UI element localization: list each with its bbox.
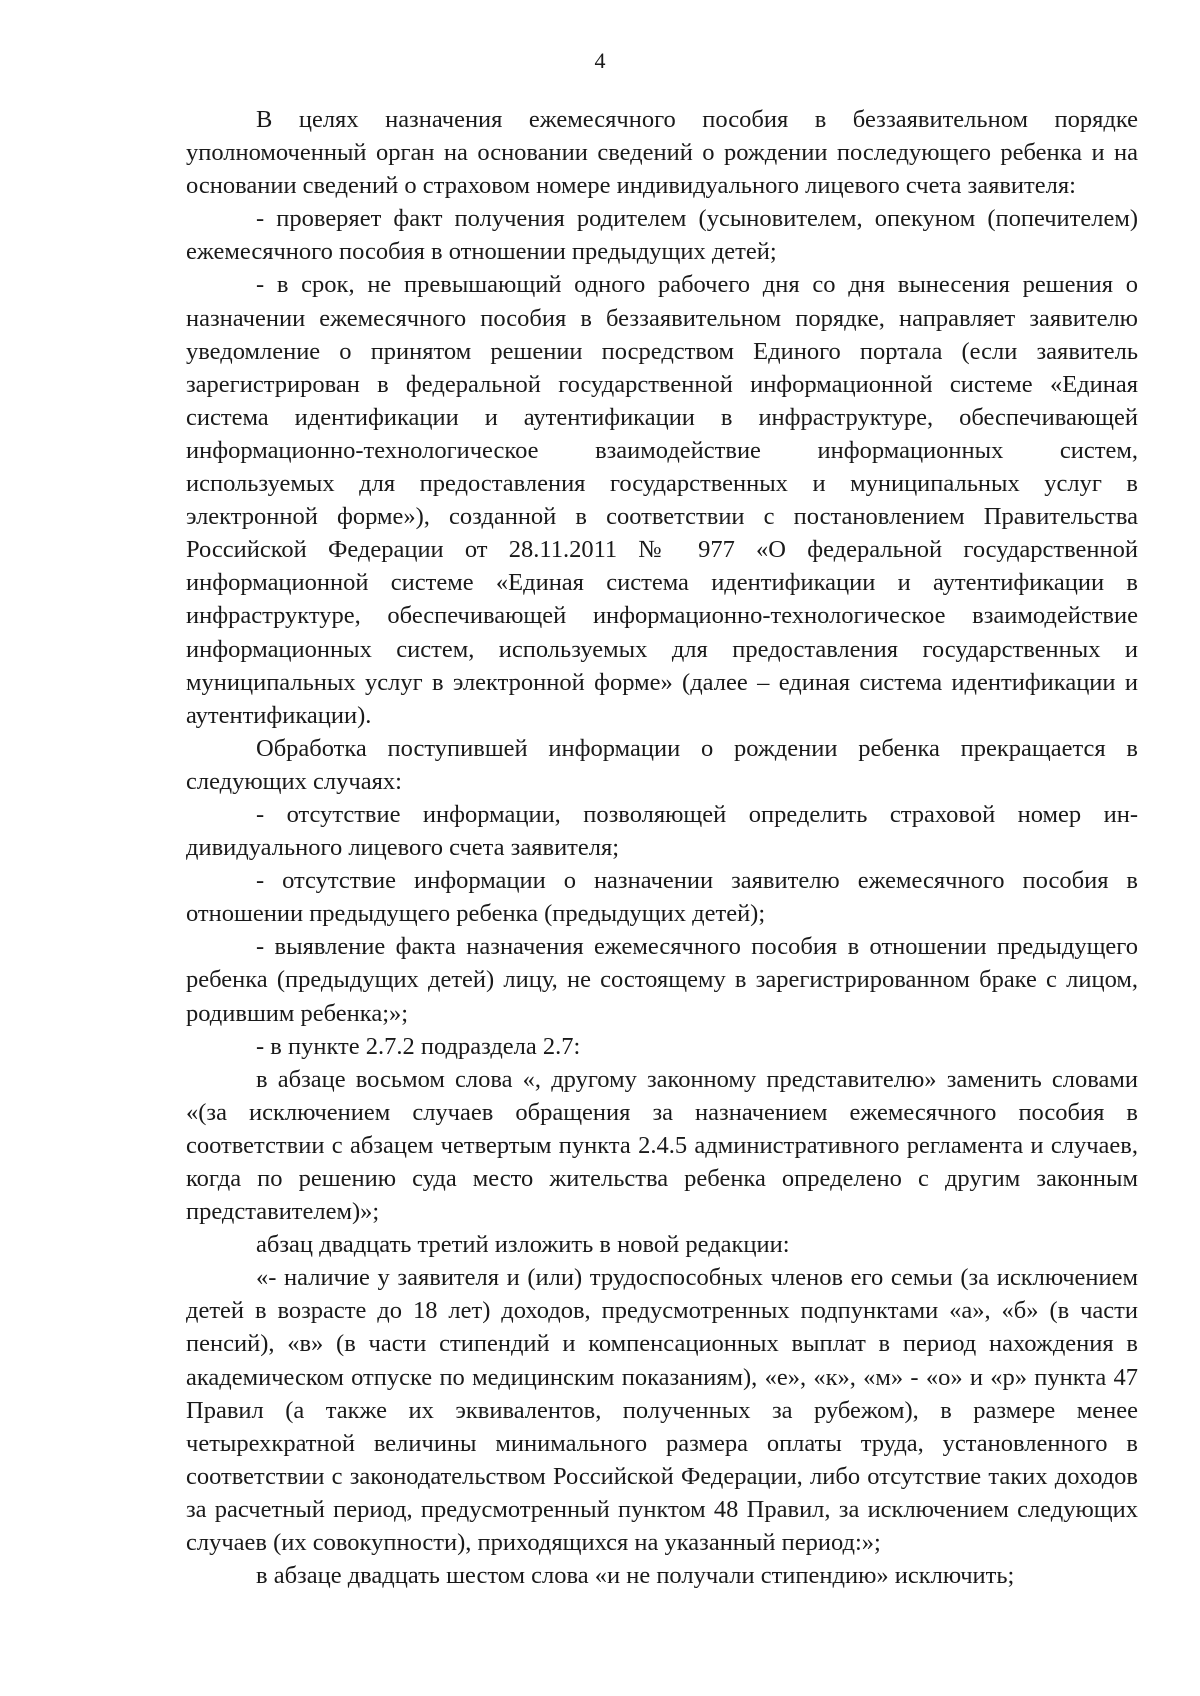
- page-number: 4: [594, 48, 606, 73]
- paragraph: «- наличие у заявителя и (или) трудоспособных членов его семьи (за исключением детей в возрасте до 18 лет) доходов, предусмотренных подпунктами «а», «б» (в части пенсий), «в» (в части стипендий и компенсационных выплат в период нахождения в академическом отпуске по медицинским показаниям), «е», «к», «м» - «о» и «р» пункта 47 Правил (а также их эквивалентов, полученных за рубежом), в размере менее четырехкратной величины минимального размера оплаты труда, установленного в соответствии с законодательством Российской Федерации, либо отсутствие таких доходов за расчетный период, предусмотренный пунктом 48 Правил, за исключением следующих случаев (их совокупности), приходящихся на указанный период:»;: [186, 1264, 1138, 1557]
- paragraph: - проверяет факт получения родителем (усыновителем, опекуном (попечителем) ежемесячного пособия в отношении предыдущих детей;: [186, 205, 1138, 266]
- document-body: [186, 103, 1138, 1592]
- paragraph: - выявление факта назначения ежемесячного пособия в отношении предыдущего ребенка (предыдущих детей) лицу, не состоящему в зарегистрированном браке с лицом, родившим ребенка;»;: [186, 933, 1138, 1027]
- paragraph: абзац двадцать третий изложить в новой редакции:: [256, 1231, 790, 1259]
- paragraph: Обработка поступившей информации о рождении ребенка прекращается в следующих случаях:: [186, 734, 1138, 795]
- paragraph: в абзаце двадцать шестом слова «и не получали стипендию» исключить;: [256, 1562, 1015, 1590]
- paragraph: - в срок, не превышающий одного рабочего дня со дня вынесения решения о назначении ежемесячного пособия в беззаявительном порядке, направляет заявителю уведомление о принятом решении посредством Единого портала (если заявитель зарегистрирован в федеральной государственной информационной системе «Единая система идентификации и аутентификации в инфраструктуре, обеспечивающей информационно-технологическое взаимодействие информационных систем, используемых для предоставления государственных и муниципальных услуг в электронной форме»), созданной в соответствии с постановлением Правительства Российской Федерации от 28.11.2011 № 977 «О федеральной государственной информационной системе «Единая система идентификации и аутентификации в инфраструктуре, обеспечивающей информационно-технологическое взаимодействие информационных систем, используемых для предоставления государственных и муниципальных услуг в электронной форме» (далее – единая система идентификации и аутентификации).: [186, 271, 1138, 729]
- paragraph: В целях назначения ежемесячного пособия в беззаявительном порядке уполномоченный орган на основании сведений о рождении последующего ребенка и на основании сведений о страховом номере индивидуального лицевого счета заявителя:: [186, 106, 1138, 200]
- paragraph: в абзаце восьмом слова «, другому законному представителю» заменить словами «(за исключением случаев обращения за назначением ежемесячного пособия в соответствии с абзацем четвертым пункта 2.4.5 административного регламента и случаев, когда по решению суда место жительства ребенка определено с другим законным представителем)»;: [186, 1065, 1138, 1226]
- paragraph: - в пункте 2.7.2 подраздела 2.7:: [256, 1032, 581, 1060]
- paragraph: - отсутствие информации о назначении заявителю ежемесячного пособия в отношении предыдущего ребенка (предыдущих детей);: [186, 867, 1138, 928]
- paragraph: - отсутствие информации, позволяющей определить страховой номер индивидуального лицевого счета заявителя;: [186, 800, 1138, 862]
